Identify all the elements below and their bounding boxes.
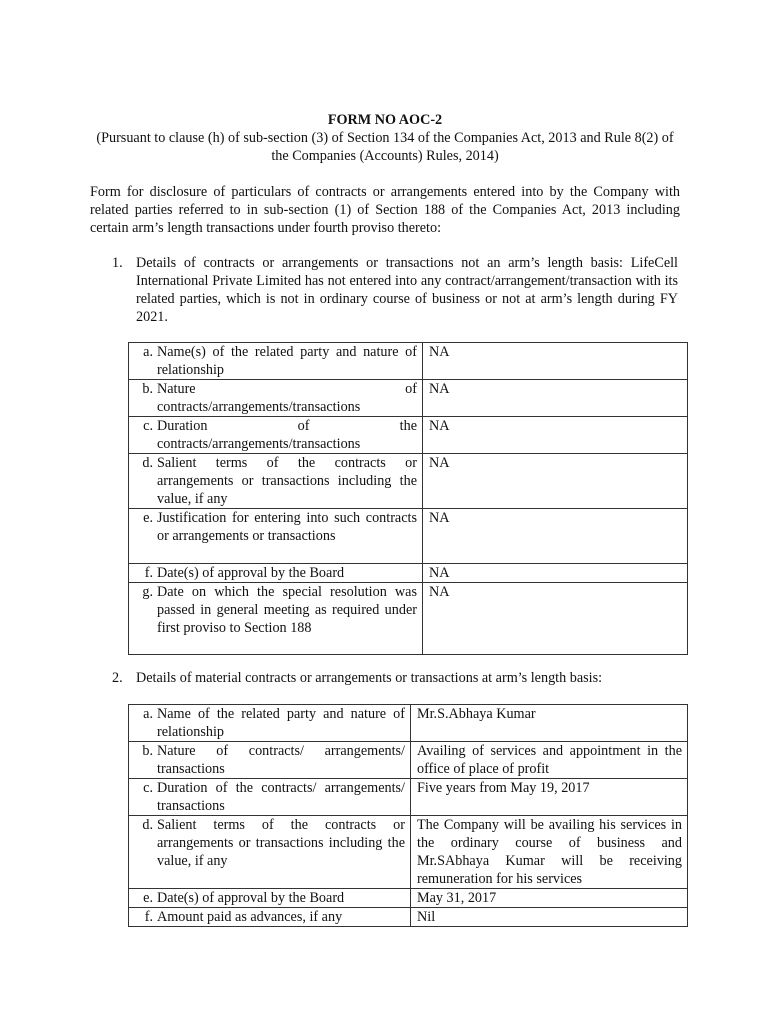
row-label: Nature of contracts/arrangements/transactions (157, 381, 417, 415)
row-value: Five years from May 19, 2017 (411, 779, 688, 816)
table-row (129, 343, 688, 380)
row-label-cell (129, 564, 423, 583)
table-row (129, 705, 688, 742)
row-label-cell (129, 742, 411, 779)
row-value: The Company will be availing his services in the ordinary course of business and Mr.SAbhaya Kumar will be receiving remuneration for his services (411, 816, 688, 889)
row-label-cell (129, 417, 423, 454)
row-label-cell (129, 705, 411, 742)
section-1-number: 1. (112, 255, 123, 271)
row-value: NA (423, 564, 688, 583)
row-value: NA (423, 583, 688, 655)
row-label: Amount paid as advances, if any (157, 909, 343, 925)
row-label: Justification for entering into such contracts or arrangements or transactions (157, 510, 417, 544)
form-intro: Form for disclosure of particulars of contracts or arrangements entered into by the Company with related parties referred to in sub-section (1) of Section 188 of the Companies Act, 2013 including certain arm’s length transactions under fourth proviso thereto: (90, 184, 680, 236)
row-letter: g. (142, 584, 153, 600)
row-letter: d. (142, 817, 153, 833)
row-label: Date(s) of approval by the Board (157, 565, 345, 581)
row-value: NA (423, 509, 688, 564)
row-letter: c. (143, 780, 153, 796)
row-label: Name of the related party and nature of relationship (157, 706, 405, 740)
row-value: Nil (411, 908, 688, 927)
row-value: NA (423, 454, 688, 509)
section-1-text: Details of contracts or arrangements or transactions not an arm’s length basis: LifeCell International Private Limited has not entered into any contract/arrangement/transaction with its related parties, which is not in ordinary course of business or not at arm’s length during FY 2021. (136, 255, 678, 325)
row-value: NA (423, 380, 688, 417)
table-row (129, 742, 688, 779)
row-letter: b. (142, 743, 153, 759)
row-label: Nature of contracts/ arrangements/ transactions (157, 743, 405, 777)
row-value: NA (423, 343, 688, 380)
table-row (129, 889, 688, 908)
row-letter: a. (143, 344, 153, 360)
table-row (129, 816, 688, 889)
row-letter: c. (143, 418, 153, 434)
table-row (129, 380, 688, 417)
row-label-cell (129, 343, 423, 380)
table-row (129, 908, 688, 927)
row-label-cell (129, 779, 411, 816)
row-label-cell (129, 454, 423, 509)
row-label: Date on which the special resolution was passed in general meeting as required under first proviso to Section 188 (157, 584, 417, 636)
table-row (129, 779, 688, 816)
row-letter: f. (144, 565, 153, 581)
row-label: Date(s) of approval by the Board (157, 890, 345, 906)
form-subtitle: (Pursuant to clause (h) of sub-section (3) of Section 134 of the Companies Act, 2013 and Rule 8(2) of the Companies (Accounts) Rules, 2014) (96, 130, 674, 164)
row-label-cell (129, 908, 411, 927)
row-letter: b. (142, 381, 153, 397)
form-title: FORM NO AOC-2 (327, 112, 443, 128)
row-label: Salient terms of the contracts or arrangements or transactions including the value, if any (157, 455, 417, 507)
row-letter: a. (143, 706, 153, 722)
row-label-cell (129, 816, 411, 889)
table-row (129, 509, 688, 564)
row-letter: e. (143, 510, 153, 526)
row-letter: d. (142, 455, 153, 471)
row-value: NA (423, 417, 688, 454)
row-value: May 31, 2017 (411, 889, 688, 908)
row-letter: f. (144, 909, 153, 925)
section-2-number: 2. (112, 670, 123, 686)
table-row (129, 454, 688, 509)
row-label: Duration of the contracts/ arrangements/ transactions (157, 780, 405, 814)
table-row (129, 583, 688, 655)
row-letter: e. (143, 890, 153, 906)
section-2-text: Details of material contracts or arrangements or transactions at arm’s length basis: (136, 670, 603, 686)
row-label: Name(s) of the related party and nature of relationship (157, 344, 417, 378)
table-row (129, 564, 688, 583)
row-label-cell (129, 889, 411, 908)
row-label: Salient terms of the contracts or arrangements or transactions including the value, if any (157, 817, 405, 869)
section-2-table (128, 704, 688, 927)
row-label-cell (129, 583, 423, 655)
row-value: Availing of services and appointment in the office of place of profit (411, 742, 688, 779)
table-row (129, 417, 688, 454)
row-label-cell (129, 509, 423, 564)
row-value: Mr.S.Abhaya Kumar (411, 705, 688, 742)
section-1-table (128, 342, 688, 655)
row-label-cell (129, 380, 423, 417)
row-label: Duration of the contracts/arrangements/transactions (157, 418, 417, 452)
